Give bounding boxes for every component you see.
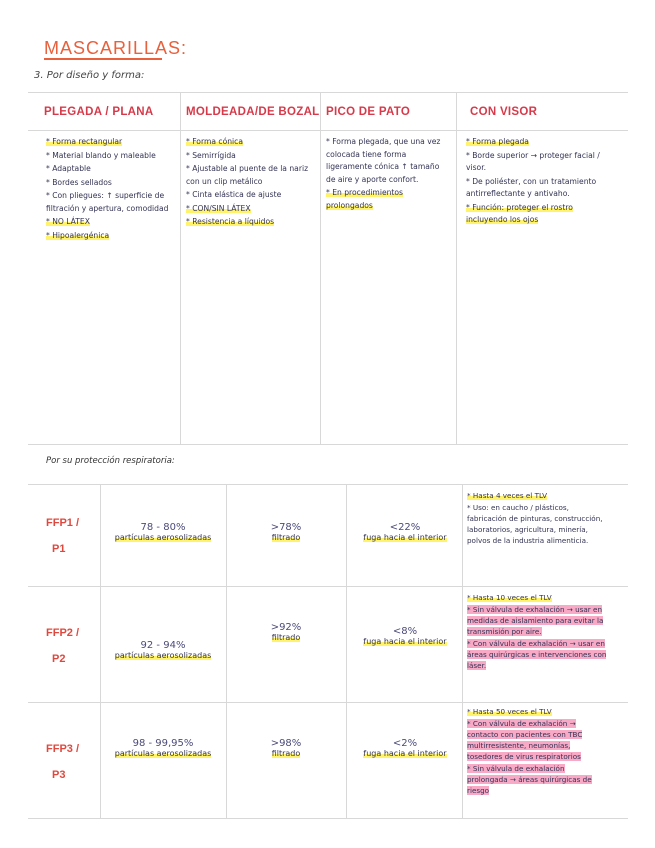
grid-line	[28, 92, 628, 93]
leak-cell	[350, 626, 460, 646]
filtration-cell	[104, 522, 222, 542]
grid-line	[28, 586, 628, 587]
filtered-cell	[230, 522, 342, 542]
grid-line	[320, 92, 321, 444]
filtered-label: filtrado	[271, 633, 301, 642]
list-item: * Cinta elástica de ajuste	[186, 190, 282, 199]
title-underline	[44, 58, 162, 60]
list-item: * Forma cónica	[186, 137, 243, 146]
row-label-top: FFP3 /	[46, 743, 80, 755]
list-item: * Con válvula de exhalación → contacto con pacientes con TBC multirresistente, neumonías, tosedores de virus respiratorios	[467, 719, 583, 761]
list-item: * Resistencia a líquidos	[186, 217, 275, 226]
list-item: * Hipoalergénica	[46, 230, 110, 240]
leak-cell	[350, 522, 460, 542]
filtration-value: 78 - 80%	[140, 522, 186, 533]
list-item: * Adaptable	[46, 164, 91, 173]
col-heading-pico: PICO DE PATO	[326, 106, 411, 118]
filtered-cell	[230, 738, 342, 758]
list-item: * Hasta 10 veces el TLV	[467, 593, 552, 602]
list-item: * NO LÁTEX	[46, 217, 90, 226]
row-notes-ffp3	[467, 706, 607, 797]
section-label: Por su protección respiratoria:	[46, 456, 175, 466]
col-heading-moldeada: MOLDEADA/DE BOZAL	[186, 106, 320, 118]
row-label-top: FFP2 /	[46, 627, 80, 639]
filtration-label: partículas aerosolizadas	[114, 749, 212, 758]
leak-value: <22%	[389, 522, 421, 533]
list-item: * Hasta 4 veces el TLV	[467, 491, 548, 500]
row-label-ffp3	[46, 736, 79, 788]
list-item: * Ajustable al puente de la nariz con un clip metálico	[186, 164, 309, 186]
col-visor	[466, 136, 616, 228]
list-item: * Sin válvula de exhalación prolongada → áreas quirúrgicas de riesgo	[467, 764, 592, 795]
filtration-value: 92 - 94%	[140, 640, 186, 651]
list-item: * Sin válvula de exhalación → usar en medidas de aislamiento para evitar la transmisión por aire.	[467, 605, 604, 636]
grid-line	[28, 702, 628, 703]
list-item: * Con pliegues: ↑ superficie de filtración y apertura, comodidad	[46, 191, 169, 213]
filtered-label: filtrado	[271, 749, 301, 758]
row-label-bottom: P3	[52, 769, 66, 781]
row-label-ffp1	[46, 510, 79, 562]
filtration-label: partículas aerosolizadas	[114, 533, 212, 542]
list-item: * En procedimientos prolongados	[326, 188, 404, 210]
row-label-bottom: P2	[52, 653, 66, 665]
list-item: * Función: proteger el rostro incluyendo los ojos	[466, 202, 573, 224]
list-item: * Forma plegada	[466, 137, 529, 146]
filtration-cell	[104, 738, 222, 758]
leak-value: <8%	[392, 626, 418, 637]
row-notes-ffp2	[467, 592, 607, 672]
list-item: * Hasta 50 veces el TLV	[467, 707, 552, 716]
row-label-ffp2	[46, 620, 79, 672]
leak-label: fuga hacia el interior	[363, 533, 447, 542]
list-item: * Forma rectangular	[46, 137, 123, 146]
filtered-value: >92%	[270, 622, 302, 633]
list-item: * Bordes sellados	[46, 177, 112, 187]
row-notes-ffp1	[467, 490, 607, 547]
page-subtitle: 3. Por diseño y forma:	[34, 70, 145, 81]
grid-line	[180, 92, 181, 444]
list-item: * Borde superior → proteger facial / visor.	[466, 150, 600, 172]
filtered-label: filtrado	[271, 533, 301, 542]
grid-line	[456, 92, 457, 444]
leak-label: fuga hacia el interior	[363, 637, 447, 646]
row-label-bottom: P1	[52, 543, 66, 555]
grid-line	[28, 130, 628, 131]
list-item: * CON/SIN LÁTEX	[186, 203, 251, 213]
page-title: MASCARILLAS:	[44, 38, 188, 58]
leak-label: fuga hacia el interior	[363, 749, 447, 758]
col-moldeada	[186, 136, 314, 230]
col-heading-visor: CON VISOR	[470, 106, 538, 118]
filtration-label: partículas aerosolizadas	[114, 651, 212, 660]
filtered-value: >98%	[270, 738, 302, 749]
grid-line	[28, 444, 628, 445]
filtration-value: 98 - 99,95%	[132, 738, 194, 749]
list-item: * Uso: en caucho / plásticos, fabricación de pinturas, construcción, laboratorios, agricultura, minería, polvos de la industria alimenticia.	[467, 503, 603, 545]
filtered-cell	[230, 622, 342, 642]
grid-line	[346, 484, 347, 818]
grid-line	[100, 484, 101, 818]
grid-line	[226, 484, 227, 818]
list-item: * Material blando y maleable	[46, 150, 156, 160]
grid-line	[28, 484, 628, 485]
leak-value: <2%	[392, 738, 418, 749]
leak-cell	[350, 738, 460, 758]
row-label-top: FFP1 /	[46, 517, 80, 529]
filtration-cell	[104, 640, 222, 660]
grid-line	[462, 484, 463, 818]
list-item: * Semirrígida	[186, 150, 236, 160]
list-item: * Con válvula de exhalación → usar en áreas quirúrgicas e intervenciones con láser.	[467, 639, 607, 670]
col-plegada	[46, 136, 174, 243]
list-item: * De poliéster, con un tratamiento antirreflectante y antivaho.	[466, 176, 597, 198]
grid-line	[28, 818, 628, 819]
filtered-value: >78%	[270, 522, 302, 533]
col-pico	[326, 136, 450, 213]
col-heading-plegada: PLEGADA / PLANA	[44, 106, 154, 118]
list-item: * Forma plegada, que una vez colocada tiene forma ligeramente cónica ↑ tamaño de aire y aporte confort.	[326, 137, 441, 184]
